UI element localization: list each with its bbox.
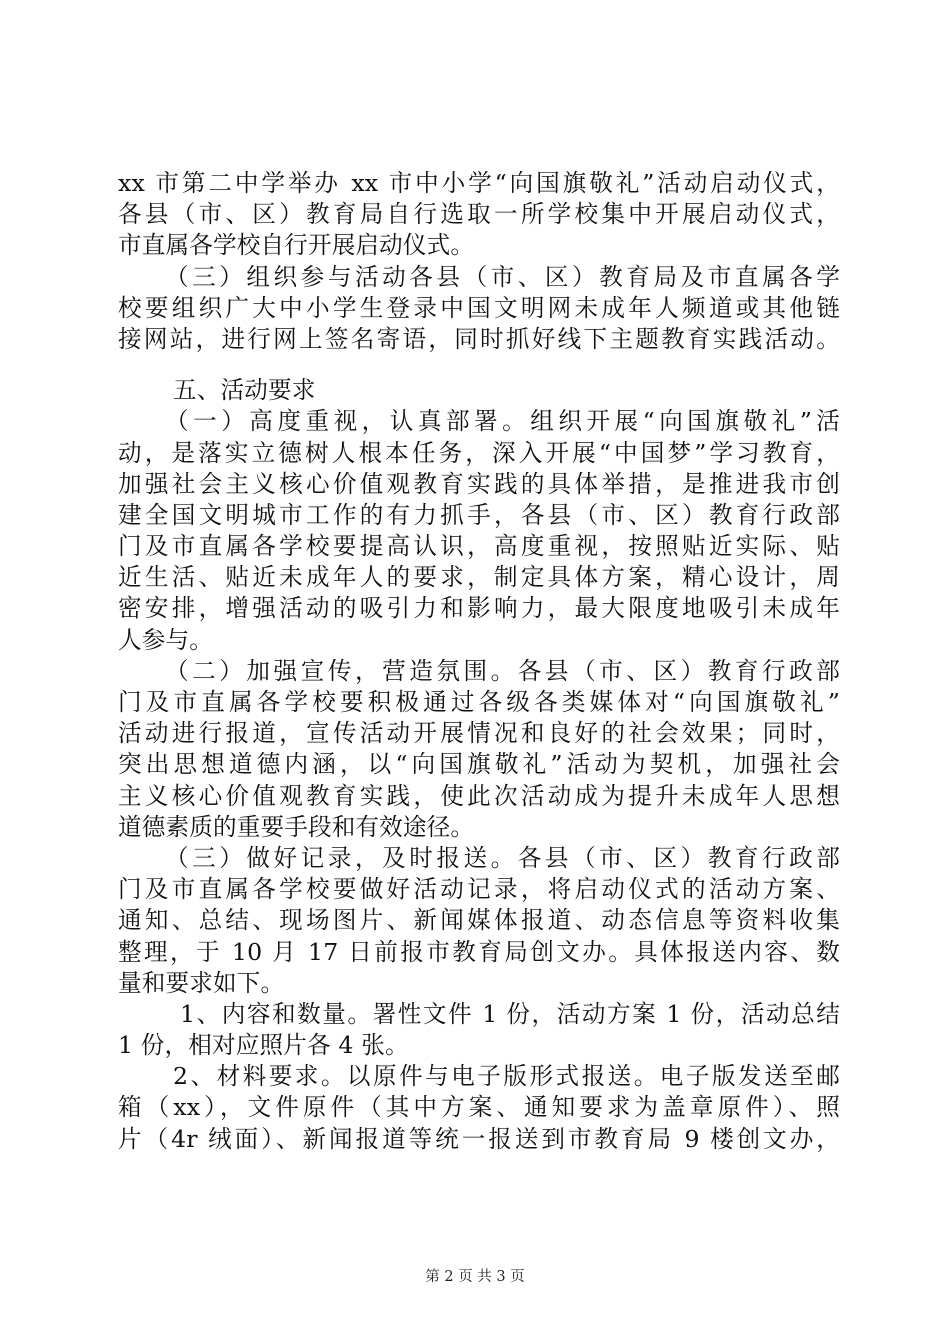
paragraph (118, 262, 840, 356)
text-line: 人参与。 (118, 625, 213, 654)
text-line: 接网站，进行网上签名寄语，同时抓好线下主题教育实践活动。 (118, 324, 840, 353)
text-line: 门及市直属各学校要做好活动记录，将启动仪式的活动方案、 (118, 875, 840, 904)
text-line: （二）加强宣传，营造氛围。各县（市、区）教育行政部 (165, 656, 840, 685)
text-line: 各县（市、区）教育局自行选取一所学校集中开展启动仪式， (118, 200, 840, 229)
text-line: 近生活、贴近未成年人的要求，制定具体方案，精心设计，周 (118, 563, 840, 592)
text-line: 密安排，增强活动的吸引力和影响力，最大限度地吸引未成年 (118, 594, 840, 623)
paragraph (118, 843, 840, 999)
paragraph (118, 1061, 840, 1155)
text-line: xx 市第二中学举办 xx 市中小学“向国旗敬礼”活动启动仪式， (118, 169, 840, 197)
text-line: 主义核心价值观教育实践，使此次活动成为提升未成年人思想 (118, 781, 840, 810)
text-line: 片（4r 绒面）、新闻报道等统一报送到市教育局 9 楼创文办， (118, 1124, 840, 1153)
text-line: （三）做好记录，及时报送。各县（市、区）教育行政部 (165, 843, 840, 872)
text-line: 门及市直属各学校要提高认识，高度重视，按照贴近实际、贴 (118, 532, 840, 561)
document-body (118, 168, 840, 1155)
section-heading-text: 五、活动要求 (173, 376, 316, 405)
paragraph (118, 168, 840, 262)
text-line: 通知、总结、现场图片、新闻媒体报道、动态信息等资料收集 (118, 906, 840, 935)
text-line: 量和要求如下。 (118, 968, 285, 997)
text-line: 门及市直属各学校要积极通过各级各类媒体对“向国旗敬礼” (118, 688, 840, 716)
text-line: 建全国文明城市工作的有力抓手，各县（市、区）教育行政部 (118, 500, 840, 529)
text-line: 突出思想道德内涵，以“向国旗敬礼”活动为契机，加强社会 (118, 750, 840, 779)
text-line: （一）高度重视，认真部署。组织开展“向国旗敬礼”活 (165, 407, 840, 436)
text-line: 动，是落实立德树人根本任务，深入开展“中国梦”学习教育， (118, 438, 840, 467)
paragraph (118, 999, 840, 1061)
text-line: 1 份，相对应照片各 4 张。 (118, 1031, 409, 1060)
text-line: （三）组织参与活动各县（市、区）教育局及市直属各学 (165, 262, 840, 291)
text-line: 1、内容和数量。署性文件 1 份，活动方案 1 份，活动总结 (180, 999, 840, 1028)
text-line: 道德素质的重要手段和有效途径。 (118, 812, 475, 841)
text-line: 箱（xx），文件原件（其中方案、通知要求为盖章原件）、照 (118, 1093, 840, 1122)
section-heading (118, 375, 840, 406)
text-line: 2、材料要求。以原件与电子版形式报送。电子版发送至邮 (173, 1062, 840, 1091)
text-line: 整理，于 10 月 17 日前报市教育局创文办。具体报送内容、数 (118, 937, 840, 966)
text-line: 加强社会主义核心价值观教育实践的具体举措，是推进我市创 (118, 469, 840, 498)
paragraph (118, 656, 840, 843)
page-number-footer: 第 2 页 共 3 页 (425, 1269, 525, 1285)
text-line: 校要组织广大中小学生登录中国文明网未成年人频道或其他链 (118, 293, 840, 322)
text-line: 市直属各学校自行开展启动仪式。 (118, 231, 475, 260)
text-line: 活动进行报道，宣传活动开展情况和良好的社会效果；同时， (118, 719, 840, 748)
paragraph (118, 406, 840, 656)
paragraph-gap (118, 355, 840, 375)
